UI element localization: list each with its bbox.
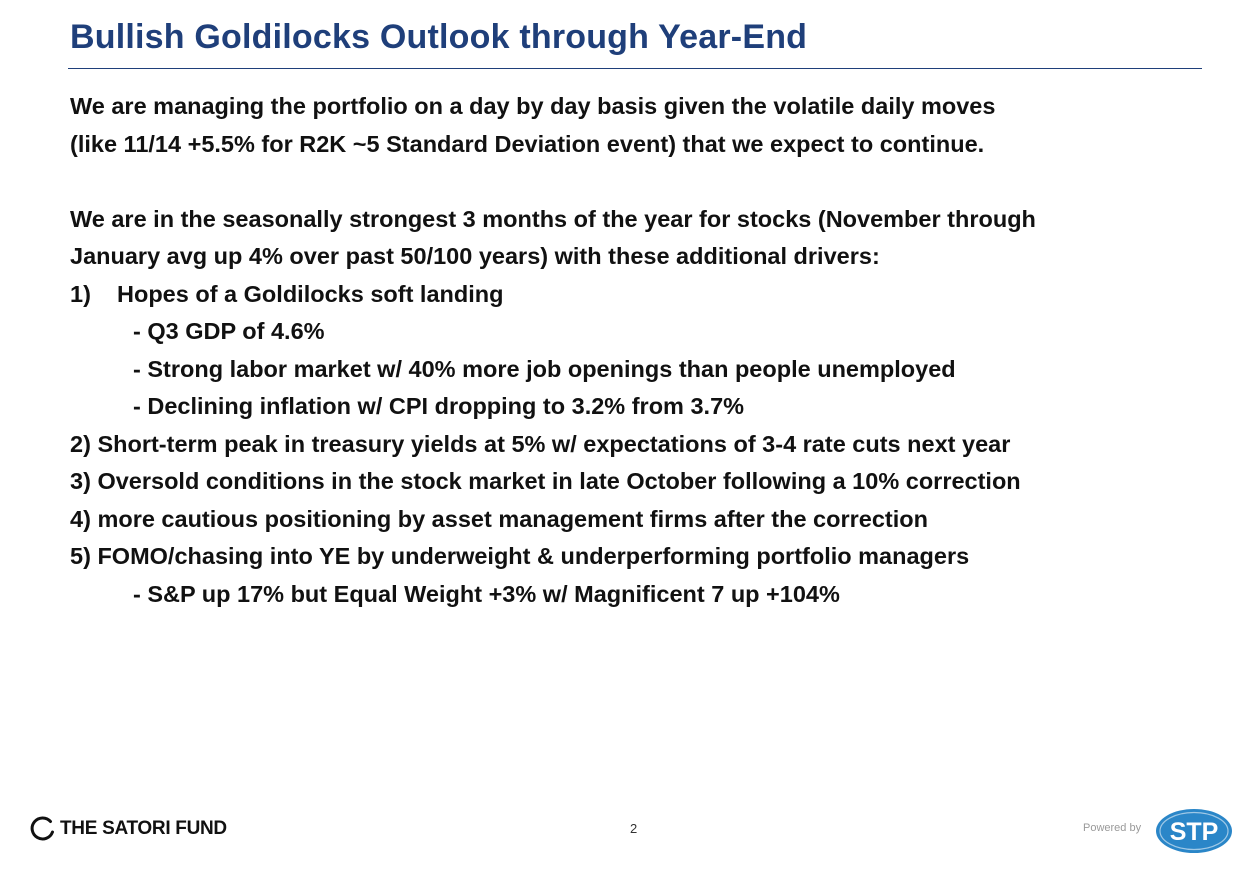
sub-list-item: - S&P up 17% but Equal Weight +3% w/ Magnificent 7 up +104% (133, 580, 840, 607)
sub-list-item: - Declining inflation w/ CPI dropping to 3.2% from 3.7% (133, 393, 745, 419)
list-item-number: 5) (70, 543, 91, 569)
list-item (70, 501, 1220, 539)
stp-logo-text: STP (1169, 818, 1219, 846)
list-item (70, 426, 1220, 464)
list-item (70, 538, 1220, 576)
list-item-number: 4) (70, 505, 91, 532)
list-item-text: Short-term peak in treasury yields at 5% w/ expectations of 3-4 rate cuts next year (97, 430, 1011, 457)
paragraph-line: We are managing the portfolio on a day by day basis given the volatile daily moves (70, 93, 996, 119)
sub-list (70, 313, 1220, 426)
list-item-text: Hopes of a Goldilocks soft landing (117, 280, 504, 307)
list-item-number: 3) (70, 468, 91, 494)
list-item-number: 2) (70, 430, 91, 457)
paragraph-intro (70, 88, 1220, 163)
sub-list (70, 576, 1220, 614)
title-divider (68, 68, 1202, 69)
sub-list-item: - Strong labor market w/ 40% more job openings than people unemployed (133, 355, 956, 382)
stp-logo (1155, 808, 1233, 854)
list-item-number: 1) (70, 280, 91, 307)
list-item-text: more cautious positioning by asset management firms after the correction (97, 505, 928, 532)
satori-fund-name: THE SATORI FUND (60, 818, 227, 839)
paragraph-line: We are in the seasonally strongest 3 months of the year for stocks (November through (70, 205, 1036, 232)
page-number: 2 (630, 821, 638, 836)
list-item-text: Oversold conditions in the stock market in late October following a 10% correction (97, 468, 1021, 494)
slide-title: Bullish Goldilocks Outlook through Year-End (70, 18, 808, 56)
list-item (70, 276, 1220, 314)
paragraph-line: January avg up 4% over past 50/100 years) with these additional drivers: (70, 243, 880, 269)
slide-body (70, 88, 1220, 613)
paragraph-seasonality (70, 201, 1220, 276)
sub-list-item: - Q3 GDP of 4.6% (133, 318, 325, 344)
paragraph-line: (like 11/14 +5.5% for R2K ~5 Standard Deviation event) that we expect to continue. (70, 130, 985, 157)
list-item-text: FOMO/chasing into YE by underweight & underperforming portfolio managers (97, 543, 970, 569)
paragraph-spacer (70, 163, 1220, 201)
satori-ring-icon (30, 816, 56, 842)
drivers-list (70, 276, 1220, 614)
satori-fund-logo (30, 816, 227, 842)
list-item (70, 463, 1220, 501)
powered-by-label: Powered by (1083, 822, 1142, 834)
